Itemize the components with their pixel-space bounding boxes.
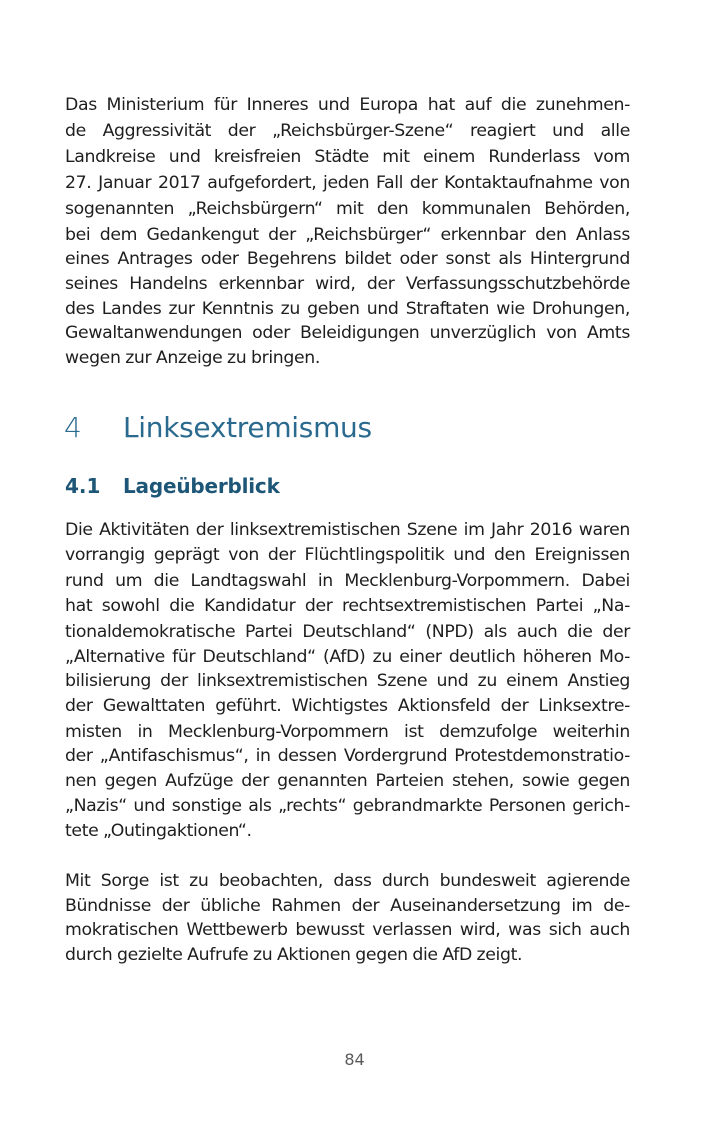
page-number: 84 — [344, 1050, 365, 1069]
text-line: nen gegen Aufzüge der genannten Parteien stehen, sowie gegen — [65, 771, 630, 791]
text-line: durch gezielte Aufrufe zu Aktionen gegen die AfD zeigt. — [65, 945, 523, 965]
text-line: de Aggressivität der „Reichsbürger-Szene“ reagiert und alle — [65, 121, 630, 141]
text-line: „Alternative für Deutschland“ (AfD) zu einer deutlich höheren Mo- — [65, 647, 630, 667]
text-line: vorrangig geprägt von der Flüchtlingspolitik und den Ereignissen — [65, 545, 630, 565]
text-line: eines Antrages oder Begehrens bildet oder sonst als Hintergrund — [65, 249, 630, 269]
text-line: Die Aktivitäten der linksextremistischen Szene im Jahr 2016 waren — [65, 520, 630, 540]
text-line: tete „Outingaktionen“. — [65, 821, 252, 841]
chapter-number: 4 — [64, 411, 82, 444]
text-line: Das Ministerium für Inneres und Europa hat auf die zunehmen- — [65, 95, 630, 115]
chapter-title: Linksextremismus — [123, 411, 372, 444]
text-line: Gewaltanwendungen oder Beleidigungen unverzüglich von Amts — [65, 323, 630, 343]
text-line: misten in Mecklenburg-Vorpommern ist demzufolge weiterhin — [65, 722, 630, 742]
text-line: Landkreise und kreisfreien Städte mit einem Runderlass vom — [65, 147, 630, 167]
text-line: seines Handelns erkennbar wird, der Verfassungsschutzbehörde — [65, 274, 630, 294]
text-line: hat sowohl die Kandidatur der rechtsextremistischen Partei „Na- — [65, 596, 630, 616]
text-line: bilisierung der linksextremistischen Szene und zu einem Anstieg — [65, 671, 630, 691]
text-line: tionaldemokratische Partei Deutschland“ (NPD) als auch die der — [65, 622, 630, 642]
text-line: Bündnisse der übliche Rahmen der Auseinandersetzung im de- — [65, 896, 630, 916]
text-line: 27. Januar 2017 aufgefordert, jeden Fall der Kontaktaufnahme von — [65, 173, 630, 193]
text-line: des Landes zur Kenntnis zu geben und Straftaten wie Drohungen, — [65, 299, 630, 319]
section-number: 4.1 — [65, 474, 101, 498]
text-line: wegen zur Anzeige zu bringen. — [65, 348, 321, 368]
text-line: der Gewalttaten geführt. Wichtigstes Aktionsfeld der Linksextre- — [65, 696, 630, 716]
text-line: rund um die Landtagswahl in Mecklenburg-Vorpommern. Dabei — [65, 571, 630, 591]
text-line: Mit Sorge ist zu beobachten, dass durch bundesweit agierende — [65, 871, 630, 891]
text-line: „Nazis“ und sonstige als „rechts“ gebrandmarkte Personen gerich- — [65, 796, 630, 816]
text-line: bei dem Gedankengut der „Reichsbürger“ erkennbar den Anlass — [65, 225, 630, 245]
section-title: Lageüberblick — [123, 474, 280, 498]
text-line: sogenannten „Reichsbürgern“ mit den kommunalen Behörden, — [65, 199, 630, 219]
text-line: der „Antifaschismus“, in dessen Vordergrund Protestdemonstratio- — [65, 746, 630, 766]
text-line: mokratischen Wettbewerb bewusst verlassen wird, was sich auch — [65, 920, 630, 940]
